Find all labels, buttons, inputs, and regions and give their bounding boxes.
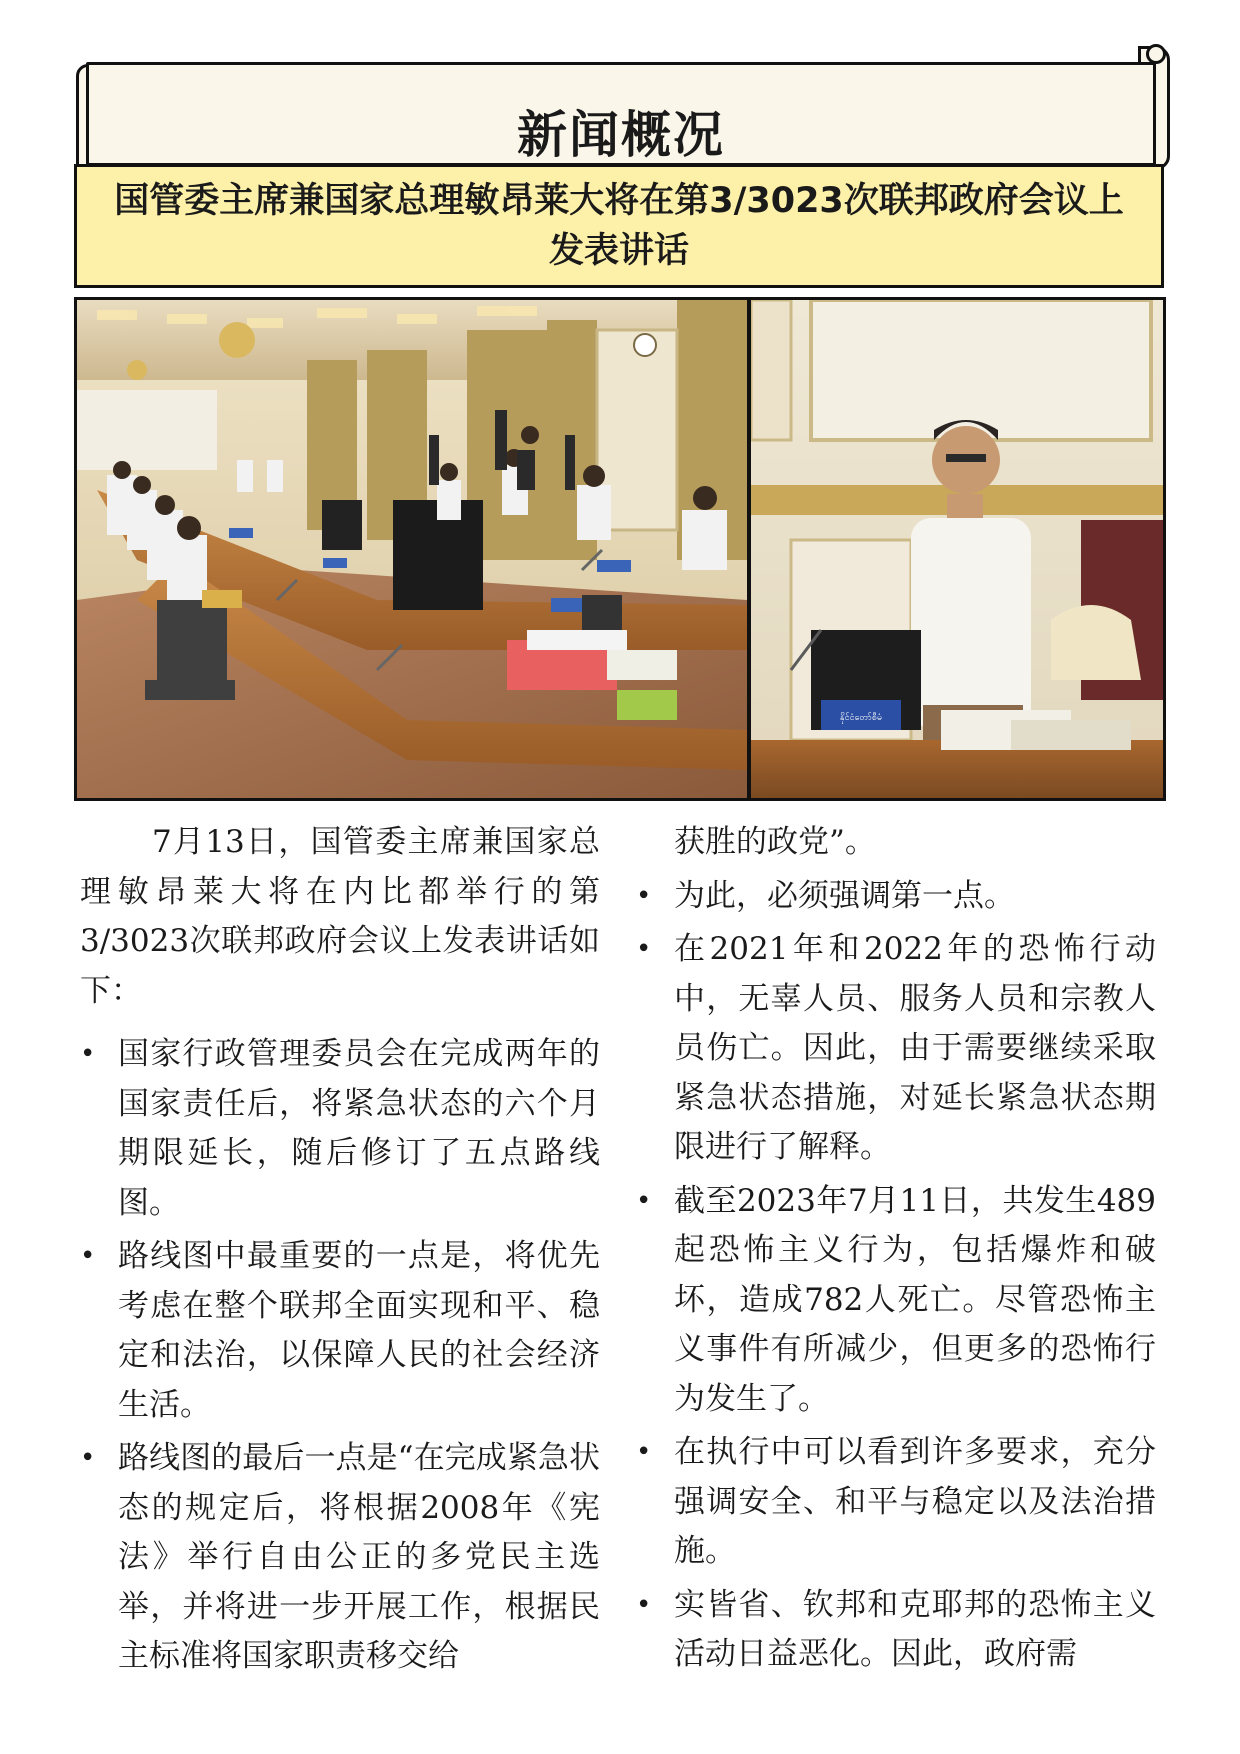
list-item: • 国家行政管理委员会在完成两年的国家责任后，将紧急状态的六个月期限延长，随后修订了五点路线图。	[80, 1030, 600, 1228]
list-item: • 路线图的最后一点是“在完成紧急状态的规定后，将根据2008年《宪法》举行自由公正的多党民主选举，并将进一步开展工作，根据民主标准将国家职责移交给	[80, 1434, 600, 1682]
speaker-photo	[751, 300, 1163, 798]
meeting-hall-photo	[77, 300, 747, 798]
scroll-body	[86, 62, 1156, 166]
section-title: 新闻概况	[517, 105, 725, 164]
headline-text: 国管委主席兼国家总理敏昂莱大将在第3/3023次联邦政府会议上发表讲话	[114, 181, 1124, 271]
photo-panel	[74, 297, 1166, 801]
article-intro: 7月13日，国管委主席兼国家总理敏昂莱大将在内比都举行的第3/3023次联邦政府会议上发表讲话如下：	[80, 824, 600, 1009]
list-item: • 路线图中最重要的一点是，将优先考虑在整个联邦全面实现和平、稳定和法治，以保障人民的社会经济生活。	[80, 1232, 600, 1430]
list-item: • 截至2023年7月11日，共发生489起恐怖主义行为，包括爆炸和破坏，造成782人死亡。尽管恐怖主义事件有所减少，但更多的恐怖行为发生了。	[636, 1177, 1156, 1425]
nameplate-text: နိုင်ငံတော်စီမံ	[839, 713, 883, 723]
list-item: • 在2021年和2022年的恐怖行动中，无辜人员、服务人员和宗教人员伤亡。因此，由于需要继续采取紧急状态措施，对延长紧急状态期限进行了解释。	[636, 925, 1156, 1173]
list-item: • 在执行中可以看到许多要求，充分强调安全、和平与稳定以及法治措施。	[636, 1428, 1156, 1577]
headline-box	[74, 164, 1164, 288]
section-banner	[76, 62, 1170, 166]
bullet-continuation: 获胜的政党”。	[674, 824, 876, 860]
right-bullet-list	[636, 872, 1156, 1680]
article-left-column	[80, 818, 600, 1686]
list-item: • 为此，必须强调第一点。	[636, 872, 1156, 922]
left-bullet-list	[80, 1030, 600, 1682]
scroll-knob	[1146, 44, 1166, 64]
list-item: • 实皆省、钦邦和克耶邦的恐怖主义活动日益恶化。因此，政府需	[636, 1581, 1156, 1680]
article-right-column	[636, 818, 1156, 1684]
